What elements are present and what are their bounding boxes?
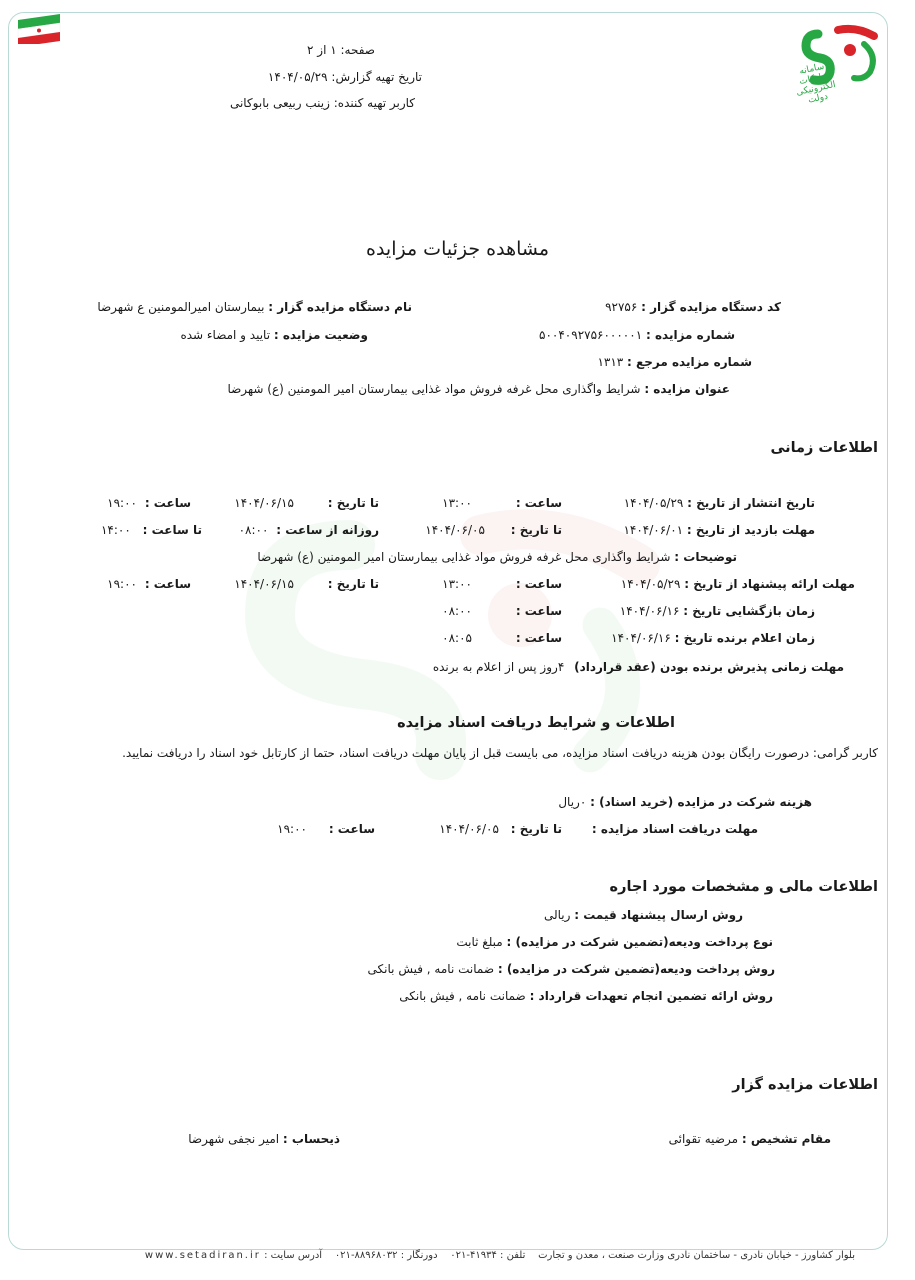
footer-fax-label: دورنگار : xyxy=(400,1250,438,1261)
visit-daily-value: ۰۸:۰۰ xyxy=(238,523,269,537)
offer-to-time-label: ساعت : xyxy=(144,577,191,591)
docs-deadline-time xyxy=(277,822,375,836)
acceptance-deadline xyxy=(433,660,844,674)
publish-to-time xyxy=(107,496,191,510)
description-label: توضیحات : xyxy=(674,550,737,564)
auction-subject xyxy=(227,382,730,396)
accountant xyxy=(188,1132,340,1146)
report-date-label: تاریخ تهیه گزارش: xyxy=(331,70,422,84)
visit-to-value: ۱۴۰۴/۰۶/۰۵ xyxy=(425,523,485,537)
report-date-value: ۱۴۰۴/۰۵/۲۹ xyxy=(267,70,328,84)
footer-fax: ۸۸۹۶۸۰۳۲-۰۲۱ xyxy=(334,1250,398,1261)
authority-value: مرضیه تقوائی xyxy=(668,1132,739,1146)
docs-notice: کاربر گرامی: درصورت رایگان بودن هزینه دریافت اسناد مزایده، می بایست قبل از پایان مهلت دریافت اسناد، حتما از کارتابل خود اسناد را دریافت نمایید. xyxy=(122,746,878,760)
footer-address: بلوار کشاورز - خیابان نادری - ساختمان نادری وزارت صنعت ، معدن و تجارت xyxy=(538,1250,855,1261)
offer-to-time xyxy=(107,577,191,591)
visit-from xyxy=(623,523,815,537)
offer-time-label: ساعت : xyxy=(515,577,562,591)
docs-fee-value: ۰ریال xyxy=(558,795,587,809)
acceptance-label: مهلت زمانی پذیرش برنده بودن (عقد قرارداد) xyxy=(574,660,844,674)
opening-time-value: ۰۸:۰۰ xyxy=(442,604,472,618)
opening-time-label: ساعت : xyxy=(515,604,562,618)
offer-from-label: مهلت ارائه پیشنهاد از تاریخ : xyxy=(684,577,855,591)
guarantee-label: روش ارائه تضمین انجام تعهدات قرارداد : xyxy=(529,989,773,1003)
publish-from-time xyxy=(442,496,562,510)
publish-to-time-label: ساعت : xyxy=(144,496,191,510)
auction-number-value: ۵۰۰۴۰۹۲۷۵۶۰۰۰۰۰۱ xyxy=(539,328,643,342)
publish-to-label: تا تاریخ : xyxy=(327,496,379,510)
price-method-value: ریالی xyxy=(543,908,571,922)
page-value: ۱ از ۲ xyxy=(307,43,337,57)
publish-to-time-value: ۱۹:۰۰ xyxy=(107,496,137,510)
footer xyxy=(145,1250,855,1261)
offer-from-time xyxy=(442,577,562,591)
accountant-label: ذیحساب : xyxy=(282,1132,340,1146)
offer-to-label: تا تاریخ : xyxy=(327,577,379,591)
winner-date-value: ۱۴۰۴/۰۶/۱۶ xyxy=(611,631,671,645)
deposit-type xyxy=(456,935,773,949)
docs-heading: اطلاعات و شرایط دریافت اسناد مزایده xyxy=(397,715,675,731)
winner-time-label: ساعت : xyxy=(515,631,562,645)
publish-from-label: تاریخ انتشار از تاریخ : xyxy=(687,496,815,510)
opening-time xyxy=(620,604,815,618)
authority-label: مقام تشخیص : xyxy=(741,1132,831,1146)
docs-deadline-time-label: ساعت : xyxy=(328,822,375,836)
guarantee-value: ضمانت نامه , فیش بانکی xyxy=(399,989,526,1003)
footer-phone-label: تلفن : xyxy=(500,1250,526,1261)
publish-to-value: ۱۴۰۴/۰۶/۱۵ xyxy=(234,496,294,510)
docs-deadline-to xyxy=(439,822,562,836)
visit-to xyxy=(425,523,562,537)
opening-date-value: ۱۴۰۴/۰۶/۱۶ xyxy=(619,604,680,618)
deposit-type-value: مبلغ ثابت xyxy=(456,935,503,949)
footer-phone: ۴۱۹۳۴-۰۲۱ xyxy=(450,1250,497,1261)
logo-text: سامانه تدارکات الکترونیکی دولت xyxy=(795,61,837,106)
visit-daily-label: روزانه از ساعت : xyxy=(276,523,379,537)
org-name-label: نام دستگاه مزایده گزار : xyxy=(268,300,412,314)
opening-hour xyxy=(442,604,562,618)
publish-time-value: ۱۳:۰۰ xyxy=(442,496,472,510)
docs-deadline-to-label: تا تاریخ : xyxy=(510,822,562,836)
footer-site-label: آدرس سایت : xyxy=(264,1250,323,1261)
offer-to-value: ۱۴۰۴/۰۶/۱۵ xyxy=(234,577,294,591)
org-code-value: ۹۲۷۵۶ xyxy=(605,300,638,314)
publish-time-label: ساعت : xyxy=(515,496,562,510)
winner-hour xyxy=(442,631,562,645)
winner-announce xyxy=(611,631,815,645)
visit-from-value: ۱۴۰۴/۰۶/۰۱ xyxy=(623,523,684,537)
report-date xyxy=(268,70,422,84)
offer-from xyxy=(621,577,855,591)
footer-site-link[interactable]: www.setadiran.ir xyxy=(144,1250,261,1261)
reference-number-label: شماره مزایده مرجع : xyxy=(627,355,752,369)
winner-date-label: زمان اعلام برنده تاریخ : xyxy=(674,631,815,645)
reference-number-value: ۱۳۱۳ xyxy=(597,355,624,369)
authority xyxy=(669,1132,831,1146)
auction-number-label: شماره مزایده : xyxy=(645,328,735,342)
timing-heading: اطلاعات زمانی xyxy=(770,440,878,456)
docs-fee-label: هزینه شرکت در مزایده (خرید اسناد) : xyxy=(590,795,812,809)
price-method xyxy=(544,908,743,922)
auction-number xyxy=(539,328,735,342)
subject-label: عنوان مزایده : xyxy=(644,382,730,396)
page-number xyxy=(307,43,375,57)
iran-flag-icon xyxy=(16,14,62,44)
org-code xyxy=(605,300,781,314)
opening-date-label: زمان بازگشایی تاریخ : xyxy=(683,604,815,618)
price-method-label: روش ارسال پیشنهاد قیمت : xyxy=(574,908,743,922)
prepared-by-value: زینب ربیعی بابوکانی xyxy=(229,96,330,110)
org-code-label: کد دستگاه مزایده گزار : xyxy=(641,300,781,314)
status-value: تایید و امضاء شده xyxy=(180,328,271,342)
description-value: شرایط واگذاری محل غرفه فروش مواد غذایی بیمارستان امیر المومنین (ع) شهرضا xyxy=(257,550,671,564)
org-name-value: بیمارستان امیرالمومنین ع شهرضا xyxy=(97,300,265,314)
subject-value: شرایط واگذاری محل غرفه فروش مواد غذایی بیمارستان امیر المومنین (ع) شهرضا xyxy=(227,382,641,396)
offer-from-value: ۱۴۰۴/۰۵/۲۹ xyxy=(620,577,681,591)
prepared-by xyxy=(230,96,415,110)
winner-time-value: ۰۸:۰۵ xyxy=(442,631,472,645)
accountant-value: امیر نجفی شهرضا xyxy=(188,1132,280,1146)
visit-from-label: مهلت بازدید از تاریخ : xyxy=(686,523,815,537)
page-label: صفحه: xyxy=(340,43,375,57)
publish-from-value: ۱۴۰۴/۰۵/۲۹ xyxy=(623,496,684,510)
contract-guarantee xyxy=(399,989,773,1003)
offer-to-time-value: ۱۹:۰۰ xyxy=(107,577,137,591)
docs-fee xyxy=(558,795,812,809)
deposit-type-label: نوع پرداخت ودیعه(تضمین شرکت در مزایده) : xyxy=(506,935,773,949)
offer-to xyxy=(234,577,379,591)
deposit-method-label: روش پرداخت ودیعه(تضمین شرکت در مزایده) : xyxy=(497,962,775,976)
publish-from xyxy=(624,496,815,510)
publish-to xyxy=(234,496,379,510)
visit-until xyxy=(101,523,202,537)
status-label: وضعیت مزایده : xyxy=(273,328,368,342)
timing-description xyxy=(257,550,737,564)
deposit-method-value: ضمانت نامه , فیش بانکی xyxy=(367,962,495,976)
docs-deadline-label: مهلت دریافت اسناد مزایده : xyxy=(591,822,758,836)
visit-daily xyxy=(239,523,379,537)
auction-status xyxy=(180,328,368,342)
docs-deadline-to-value: ۱۴۰۴/۰۶/۰۵ xyxy=(439,822,499,836)
visit-until-value: ۱۴:۰۰ xyxy=(100,523,131,537)
deposit-method xyxy=(368,962,775,976)
docs-deadline xyxy=(592,822,758,836)
acceptance-value: ۴روز پس از اعلام به برنده xyxy=(432,660,565,674)
reference-number xyxy=(597,355,752,369)
visit-until-label: تا ساعت : xyxy=(142,523,202,537)
page-title: مشاهده جزئیات مزایده xyxy=(365,238,550,260)
finance-heading: اطلاعات مالی و مشخصات مورد اجاره xyxy=(609,879,878,895)
visit-to-label: تا تاریخ : xyxy=(510,523,562,537)
prepared-by-label: کاربر تهیه کننده: xyxy=(333,96,415,110)
offer-time-value: ۱۳:۰۰ xyxy=(442,577,472,591)
organizer-heading: اطلاعات مزایده گزار xyxy=(732,1077,878,1093)
org-name xyxy=(97,300,412,314)
docs-deadline-time-value: ۱۹:۰۰ xyxy=(277,822,307,836)
